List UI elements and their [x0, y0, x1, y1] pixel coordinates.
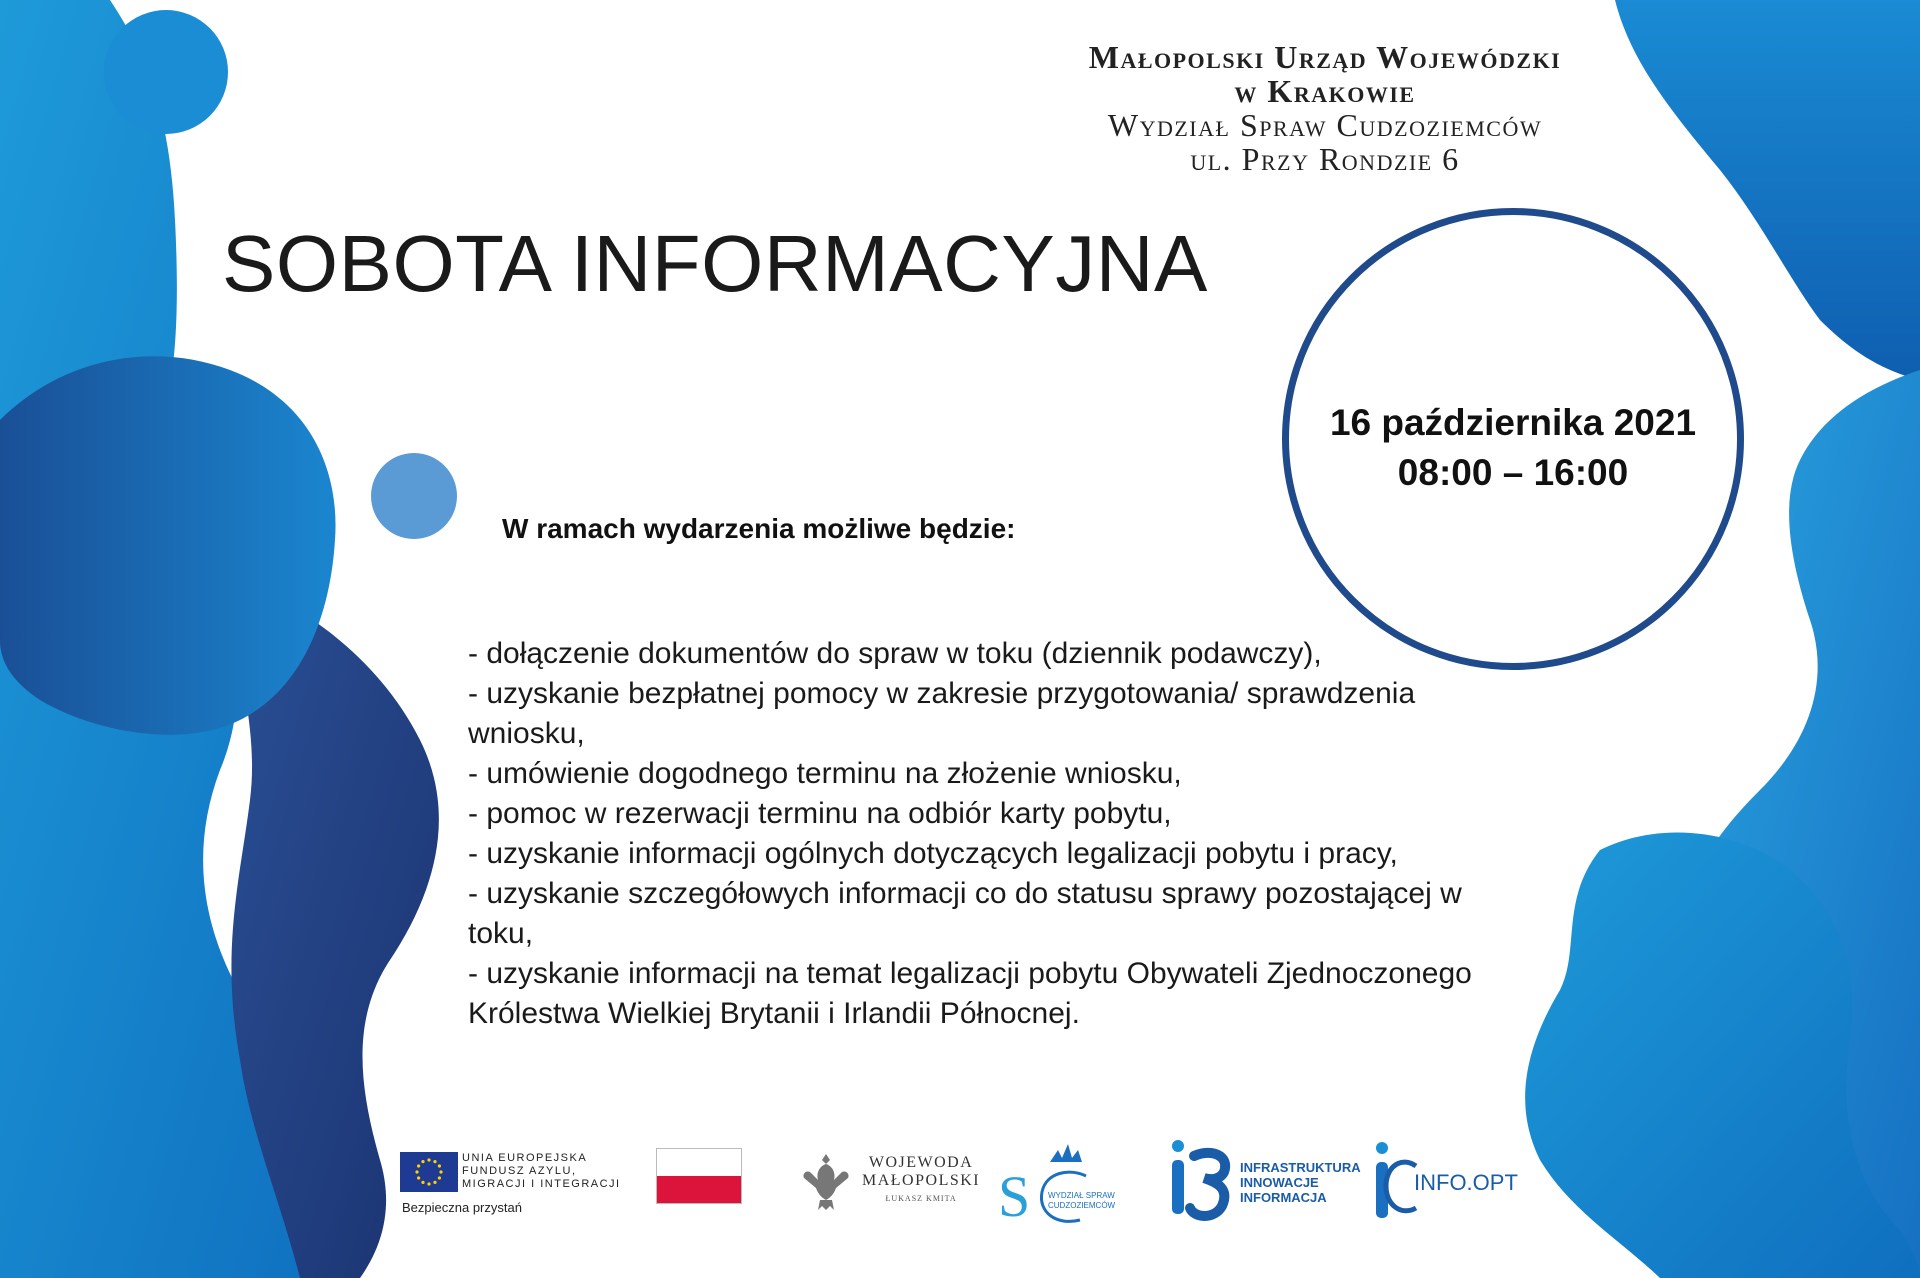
list-item: - uzyskanie szczegółowych informacji co do statusu sprawy pozostającej w toku, — [468, 877, 1462, 950]
i3-line-1: INFRASTRUKTURA — [1240, 1160, 1361, 1175]
event-time: 08:00 – 16:00 — [1397, 452, 1629, 493]
i3-line-2: INNOWACJE — [1240, 1175, 1319, 1190]
list-item: - pomoc w rezerwacji terminu na odbiór karty pobytu, — [468, 797, 1172, 830]
list-item: - dołączenie dokumentów do spraw w toku (dziennik podawczy), — [468, 637, 1322, 670]
wojewoda-line-2: MAŁOPOLSKI — [862, 1172, 981, 1189]
i3-logo-text — [1240, 1160, 1361, 1205]
page-title: SOBOTA INFORMACYJNA — [222, 219, 1208, 308]
header-line-department: Wydział Spraw Cudzoziemców — [1107, 107, 1543, 143]
sc-line-2: CUDZOZIEMCÓW — [1048, 1201, 1116, 1210]
event-date: 16 października 2021 — [1329, 402, 1697, 443]
intro-heading: W ramach wydarzenia możliwe będzie: — [502, 513, 1016, 544]
office-header — [1000, 40, 1650, 176]
services-list — [468, 634, 1528, 1034]
left-mid-blob — [0, 356, 336, 735]
wojewoda-line-1: WOJEWODA — [868, 1154, 974, 1171]
list-item: - uzyskanie informacji ogólnych dotyczących legalizacji pobytu i pracy, — [468, 837, 1398, 870]
small-accent-dot — [371, 453, 457, 539]
list-item: - umówienie dogodnego terminu na złożenie wniosku, — [468, 757, 1182, 790]
list-item: - uzyskanie informacji na temat legalizacji pobytu Obywateli Zjednoczonego Królestwa Wielkiej Brytanii i Irlandii Północnej. — [468, 957, 1472, 1030]
eagle-emblem-icon — [800, 1150, 852, 1212]
event-date-block — [1282, 398, 1744, 498]
info-opt-logo-text: INFO.OPT — [1414, 1170, 1518, 1195]
top-left-dot — [104, 10, 228, 134]
svg-text:S: S — [998, 1164, 1031, 1228]
eu-subtitle: Bezpieczna przystań — [402, 1200, 522, 1215]
sc-department-logo-icon — [996, 1136, 1126, 1228]
eu-logo-text — [462, 1152, 621, 1191]
eu-line-3: MIGRACJI I INTEGRACJI — [462, 1178, 621, 1190]
sc-line-1: WYDZIAŁ SPRAW — [1048, 1191, 1115, 1200]
eu-line-1: UNIA EUROPEJSKA — [462, 1152, 588, 1164]
i3-line-3: INFORMACJA — [1240, 1190, 1327, 1205]
list-item: - uzyskanie bezpłatnej pomocy w zakresie przygotowania/ sprawdzenia wniosku, — [468, 677, 1416, 750]
i3-logo-icon — [1164, 1134, 1236, 1224]
header-line-address: ul. Przy Rondzie 6 — [1190, 141, 1460, 177]
header-line-office: Małopolski Urząd Wojewódzki — [1088, 39, 1562, 75]
header-line-city: w Krakowie — [1234, 73, 1416, 109]
eu-flag-icon — [400, 1152, 458, 1192]
polish-flag-icon — [656, 1148, 742, 1204]
wojewoda-name: ŁUKASZ KMITA — [885, 1194, 957, 1203]
sponsor-logos — [0, 1130, 1920, 1240]
eu-line-2: FUNDUSZ AZYLU, — [462, 1165, 577, 1177]
wojewoda-logo-text — [862, 1154, 980, 1208]
